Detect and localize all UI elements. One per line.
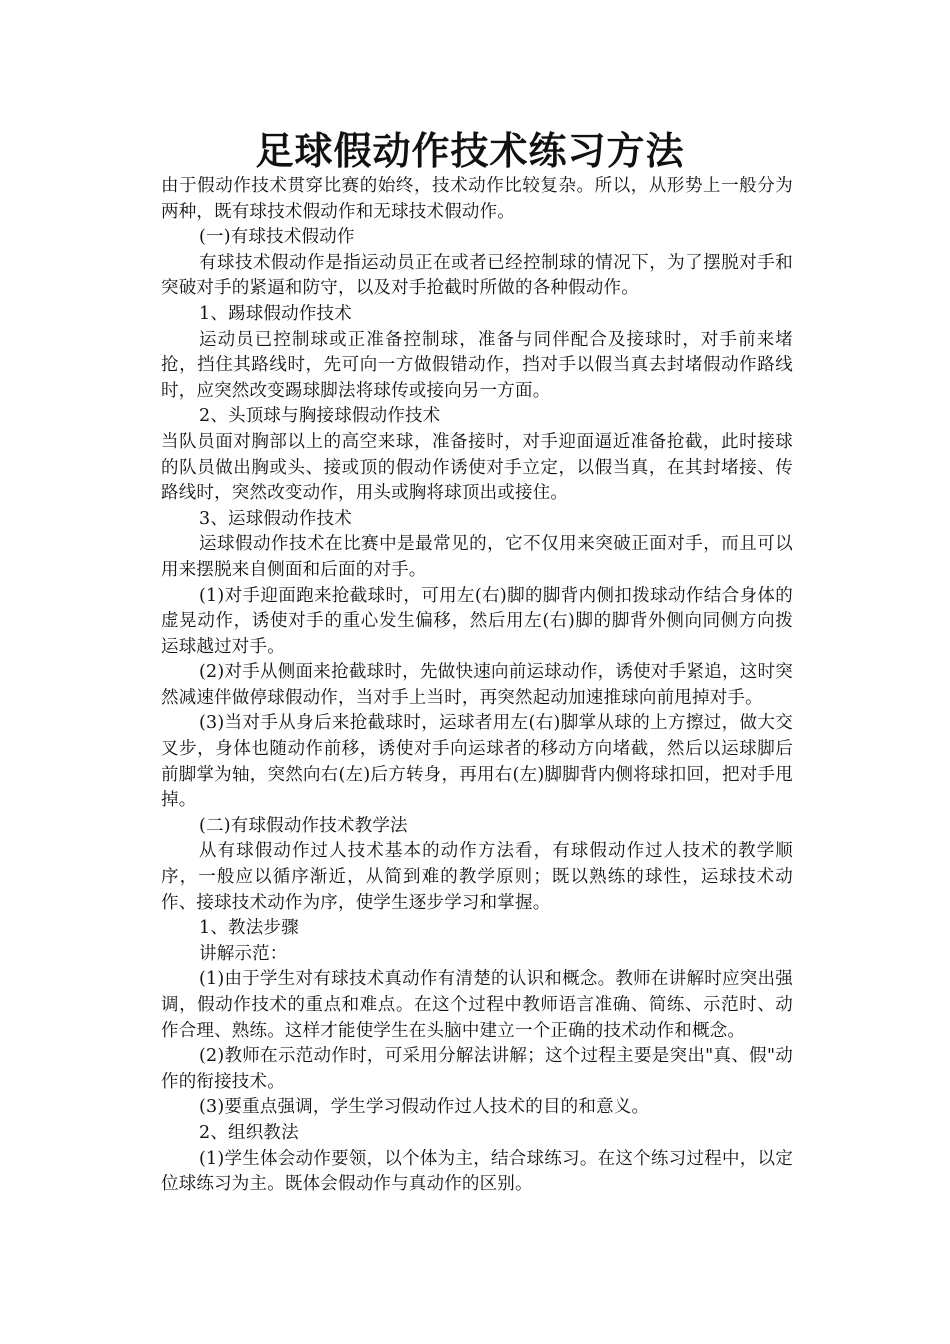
paragraph: 3、运球假动作技术 [199,508,352,529]
paragraph: 从有球假动作过人技术基本的动作方法看，有球假动作过人技术的教学顺序，一般应以循序渐近，从简到难的教学原则；既以熟练的球性，运球技术动作、接球技术动作为序，使学生逐步学习和掌握。 [161,841,793,913]
paragraph: 当队员面对胸部以上的高空来球，准备接时，对手迎面逼近准备抢截，此时接球的队员做出胸或头、接或顶的假动作诱使对手立定，以假当真，在其封堵接、传路线时，突然改变动作，用头或胸将球顶出或接住。 [161,431,793,504]
paragraph: (一)有球技术假动作 [199,227,355,248]
paragraph: 由于假动作技术贯穿比赛的始终，技术动作比较复杂。所以，从形势上一般分为两种，既有球技术假动作和无球技术假动作。 [161,176,793,222]
paragraph: 1、教法步骤 [199,918,299,939]
paragraph: 有球技术假动作是指运动员正在或者已经控制球的情况下，为了摆脱对手和突破对手的紧逼和防守，以及对手抢截时所做的各种假动作。 [161,252,793,299]
paragraph: (3)当对手从身后来抢截球时，运球者用左(右)脚掌从球的上方擦过，做大交叉步，身体也随动作前移，诱使对手向运球者的移动方向堵截，然后以运球脚后前脚掌为轴，突然向右(左)后方转身，再用右(左)脚脚背内侧将球扣回，把对手甩掉。 [161,713,793,811]
document-page [161,128,793,1198]
paragraph: 讲解示范： [199,943,288,964]
paragraph: (1)由于学生对有球技术真动作有清楚的认识和概念。教师在讲解时应突出强调，假动作技术的重点和难点。在这个过程中教师语言准确、简练、示范时、动作合理、熟练。这样才能使学生在头脑中建立一个正确的技术动作和概念。 [161,969,793,1041]
paragraph: (1)学生体会动作要领，以个体为主，结合球练习。在这个练习过程中，以定位球练习为主。既体会假动作与真动作的区别。 [161,1148,793,1195]
paragraph: 1、踢球假动作技术 [199,303,352,324]
paragraph: (2)对手从侧面来抢截球时，先做快速向前运球动作，诱使对手紧追，这时突然减速伴做停球假动作，当对手上当时，再突然起动加速推球向前甩掉对手。 [161,662,793,708]
paragraph: 运球假动作技术在比赛中是最常见的，它不仅用来突破正面对手，而且可以用来摆脱来自侧面和后面的对手。 [161,534,793,580]
document-body [161,174,793,1198]
paragraph: 2、组织教法 [199,1122,299,1143]
paragraph: (2)教师在示范动作时，可采用分解法讲解；这个过程主要是突出"真、假"动作的衔接技术。 [161,1046,793,1092]
document-title: 足球假动作技术练习方法 [255,128,685,173]
paragraph: (1)对手迎面跑来抢截球时，可用左(右)脚的脚背内侧扣拨球动作结合身体的虚晃动作，诱使对手的重心发生偏移，然后用左(右)脚的脚背外侧向同侧方向拨运球越过对手。 [161,585,793,657]
paragraph: 2、头顶球与胸接球假动作技术 [199,406,441,427]
paragraph: (二)有球假动作技术教学法 [199,815,408,836]
paragraph: 运动员已控制球或正准备控制球，准备与同伴配合及接球时，对手前来堵抢，挡住其路线时，先可向一方做假错动作，挡对手以假当真去封堵假动作路线时，应突然改变踢球脚法将球传或接向另一方面。 [161,329,793,401]
paragraph: (3)要重点强调，学生学习假动作过人技术的目的和意义。 [199,1097,650,1118]
